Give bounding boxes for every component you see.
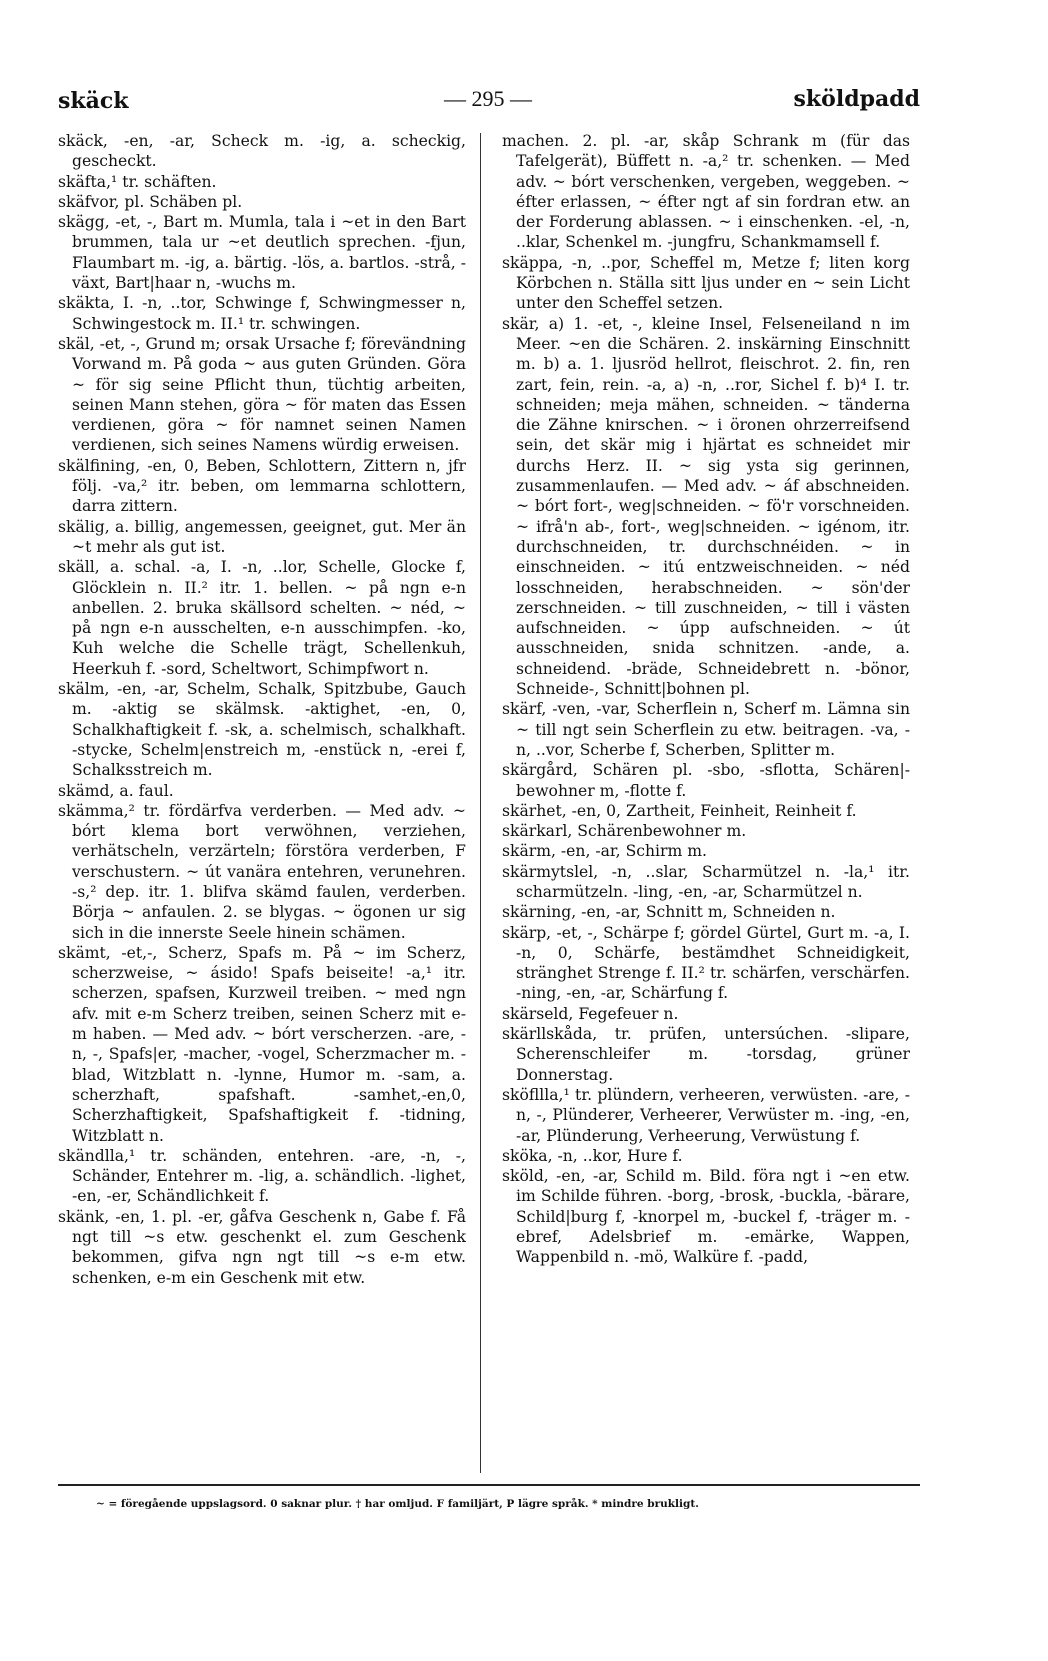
footer-rule <box>58 1484 920 1486</box>
dictionary-entry: skäkta, I. -n, ..tor, Schwinge f, Schwingmesser n, Schwingestock m. II.¹ tr. schwingen. <box>58 294 466 333</box>
dictionary-entry: skäck, -en, -ar, Scheck m. -ig, a. scheckig, gescheckt. <box>58 132 466 171</box>
header-first-entry: skäck <box>58 88 129 114</box>
dictionary-entry: skärseld, Fegefeuer n. <box>502 1004 679 1023</box>
dictionary-entry: skärm, -en, -ar, Schirm m. <box>502 842 707 861</box>
dictionary-entry: skäfta,¹ tr. schäften. <box>58 172 217 191</box>
dictionary-entry: skälm, -en, -ar, Schelm, Schalk, Spitzbube, Gauch m. -aktig se skälmsk. -aktighet, -en, 0, Schalkhaftigkeit f. -sk, a. schelmisch, schalkhaft. -stycke, Schelm|enstreich m, -enstück n, -erei f, Schalksstreich m. <box>58 680 466 780</box>
dictionary-entry: sköfllla,¹ tr. plündern, verheeren, verwüsten. -are, -n, -, Plünderer, Verheerer, Verwüster m. -ing, -en, -ar, Plünderung, Verheerung, Verwüstung f. <box>502 1085 910 1145</box>
dictionary-entry: skändlla,¹ tr. schänden, entehren. -are, -n, -, Schänder, Entehrer m. -lig, a. schändlich. -lighet, -en, -er, Schändlichkeit f. <box>58 1146 466 1206</box>
dictionary-entry: skärp, -et, -, Schärpe f; gördel Gürtel, Gurt m. -a, I. -n, 0, Schärfe, bestämdhet Schneidigkeit, stränghet Strenge f. II.² tr. schärfen, verschärfen. -ning, -en, -ar, Schärfung f. <box>502 923 910 1003</box>
column-divider <box>480 133 481 1473</box>
page-header <box>58 84 920 118</box>
dictionary-entry: machen. 2. pl. -ar, skåp Schrank m (für das Tafelgerät), Büffett n. -a,² tr. schenken. — Med adv. ~ bórt verschenken, vergeben, weggeben. ~ éfter erlassen, ~ éfter ngt af sin fordran etw. an der Forderung ablassen. ~ i einschenken. -el, -n, ..klar, Schenkel m. -jungfru, Schankmamsell f. <box>502 132 910 252</box>
dictionary-entry: skäl, -et, -, Grund m; orsak Ursache f; förevändning Vorwand m. På goda ~ aus guten Gründen. Göra ~ för sig seine Pflicht thun, tüchtig arbeiten, seinen Mann stehen, göra ~ för maten das Essen verdienen, göra ~ för namnet seinen Namen verdienen, sich seines Namens würdig erweisen. <box>58 334 466 455</box>
dictionary-entry: skämt, -et,-, Scherz, Spafs m. På ~ im Scherz, scherzweise, ~ ásido! Spafs beiseite! -a,¹ itr. scherzen, spafsen, Kurzweil treiben. ~ med ngn afv. mit e-m Scherz treiben, seinen Scherz mit e-m haben. — Med adv. ~ bórt verscherzen. -are, -n, -, Spafs|er, -macher, -vogel, Scherzmacher m. -blad, Witzblatt n. -lynne, Humor m. -sam, a. scherzhaft, spafshaft. -samhet,-en,0, Scherzhaftigkeit, Spafshaftigkeit f. -tidning, Witzblatt n. <box>58 943 466 1145</box>
dictionary-entry: skälfining, -en, 0, Beben, Schlottern, Zittern n, jfr följ. -va,² itr. beben, om lemmarna schlottern, darra zittern. <box>58 456 466 516</box>
dictionary-entry: skärning, -en, -ar, Schnitt m, Schneiden n. <box>502 903 836 922</box>
dictionary-entry: skänk, -en, 1. pl. -er, gåfva Geschenk n, Gabe f. Få ngt till ~s etw. geschenkt el. zum Geschenk bekommen, gifva ngn ngt till ~s e-m etw. schenken, e-m ein Geschenk mit etw. <box>58 1207 466 1287</box>
page-number: — 295 — <box>444 86 532 111</box>
dictionary-entry: skärhet, -en, 0, Zartheit, Feinheit, Reinheit f. <box>502 801 857 820</box>
dictionary-entry: skäppa, -n, ..por, Scheffel m, Metze f; liten korg Körbchen n. Ställa sitt ljus under en ~ sein Licht unter den Scheffel setzen. <box>502 253 910 313</box>
dictionary-entry: skälig, a. billig, angemessen, geeignet, gut. Mer än ~t mehr als gut ist. <box>58 517 466 556</box>
left-column <box>58 131 466 1473</box>
dictionary-entry: skärkarl, Schärenbewohner m. <box>502 822 747 841</box>
dictionary-entry: skägg, -et, -, Bart m. Mumla, tala i ~et in den Bart brummen, tala ur ~et deutlich sprechen. -fjun, Flaumbart m. -ig, a. bärtig. -lös, a. bartlos. -strå, -växt, Bart|haar n, -wuchs m. <box>58 213 466 293</box>
dictionary-entry: skär, a) 1. -et, -, kleine Insel, Felseneiland n im Meer. ~en die Schären. 2. inskärning Einschnitt m. b) a. 1. ljusröd hellrot, fleischrot. 2. fin, ren zart, fein, rein. -a, a) -n, ..ror, Sichel f. b)⁴ I. tr. schneiden; meja mähen, schneiden. ~ tänderna die Zähne knirschen. ~ i öronen ohrzerreifsend sein, det skär mig i hjärtat es schneidet mir durchs Herz. II. ~ sig ysta sig gerinnen, zusammenlaufen. — Med adv. ~ áf abschneiden. ~ bórt fort-, weg|schneiden. ~ fö'r vorschneiden. ~ ifrå'n ab-, fort-, weg|schneiden. ~ igénom, itr. durchschneiden, tr. durchschnéiden. ~ in einschneiden. ~ itú entzweischneiden. ~ néd losschneiden, herabschneiden. ~ sön'der zerschneiden. ~ till zuschneiden, ~ till i västen aufschneiden. ~ úpp aufschneiden. ~ út ausschneiden, snida schnitzen. -ande, a. schneidend. -bräde, Schneidebrett n. -bönor, Schneide-, Schnitt|bohnen pl. <box>502 314 910 699</box>
dictionary-entry: skämma,² tr. fördärfva verderben. — Med adv. ~ bórt klema bort verwöhnen, verziehen, verhätscheln, verzärteln; förstöra verderben, F verschustern. ~ út vanära entehren, verunehren. -s,² dep. itr. 1. blifva skämd faulen, verderben. Börja ~ anfaulen. 2. se blygas. ~ ögonen ur sig sich in die innerste Seele hinein schämen. <box>58 801 466 942</box>
dictionary-entry: skäfvor, pl. Schäben pl. <box>58 192 243 211</box>
dictionary-entry: skärmytslel, -n, ..slar, Scharmützel n. -la,¹ itr. scharmützeln. -ling, -en, -ar, Scharmützel n. <box>502 862 910 901</box>
dictionary-entry: skämd, a. faul. <box>58 781 174 800</box>
dictionary-entry: sköld, -en, -ar, Schild m. Bild. föra ngt i ~en etw. im Schilde führen. -borg, -brosk, -buckla, -bärare, Schild|burg f, -knorpel m, -buckel f, -träger m. -ebref, Adelsbrief m. -emärke, Wappen, Wappenbild n. -mö, Walküre f. -padd, <box>502 1167 910 1267</box>
abbreviation-legend: ~ = föregående uppslagsord. 0 saknar plur. † har omljud. F familjärt, P lägre språk. * mindre brukligt. <box>96 1498 699 1510</box>
dictionary-entry: skärf, -ven, -var, Scherflein n, Scherf m. Lämna sin ~ till ngt sein Scherflein zu etw. beitragen. -va, -n, ..vor, Scherbe f, Scherben, Splitter m. <box>502 700 910 759</box>
header-last-entry: sköldpadd <box>793 86 920 112</box>
dictionary-entry: skärgård, Schären pl. -sbo, -sflotta, Schären|-bewohner m, -flotte f. <box>502 761 910 800</box>
right-column <box>502 131 910 1473</box>
dictionary-entry: sköka, -n, ..kor, Hure f. <box>502 1146 683 1165</box>
dictionary-entry: skäll, a. schal. -a, I. -n, ..lor, Schelle, Glocke f, Glöcklein n. II.² itr. 1. bellen. ~ på ngn e-n anbellen. 2. bruka skällsord schelten. ~ néd, ~ på ngn e-n ausschelten, e-n ausschimpfen. -ko, Kuh welche die Schelle trägt, Schellenkuh, Heerkuh f. -sord, Scheltwort, Schimpfwort n. <box>58 558 466 678</box>
dictionary-entry: skärllskåda, tr. prüfen, untersúchen. -slipare, Scherenschleifer m. -torsdag, grüner Donnerstag. <box>502 1025 910 1084</box>
